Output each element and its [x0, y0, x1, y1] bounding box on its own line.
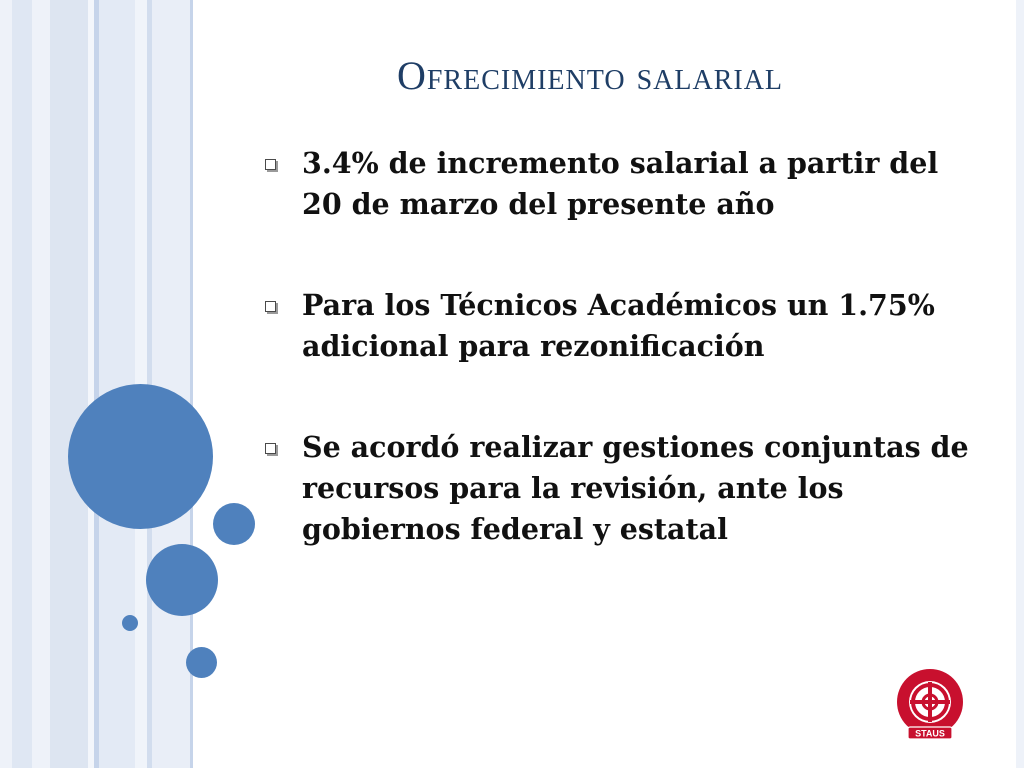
bullet-text: 3.4% de incremento salarial a partir del 20 de marzo del presente año — [302, 146, 939, 221]
decorative-stripe — [0, 0, 12, 768]
decorative-stripe — [32, 0, 50, 768]
square-bullet-icon — [265, 159, 276, 170]
bullet-text: Se acordó realizar gestiones conjuntas de recursos para la revisión, ante los gobiernos federal y estatal — [302, 430, 969, 546]
slide-title: Ofrecimiento salarial — [396, 53, 784, 98]
decorative-circle-tiny — [122, 615, 138, 631]
staus-logo — [891, 667, 969, 749]
bullet-item — [265, 427, 985, 550]
decorative-stripe — [1016, 0, 1024, 768]
bullet-item — [265, 143, 985, 225]
bullet-item — [265, 285, 985, 367]
bullet-text: Para los Técnicos Académicos un 1.75% adicional para rezonificación — [302, 288, 935, 363]
square-bullet-icon — [265, 301, 276, 312]
decorative-circle-large — [68, 384, 213, 529]
decorative-circle-medium — [146, 544, 218, 616]
decorative-circle-small — [186, 647, 217, 678]
svg-text:STAUS: STAUS — [915, 728, 945, 739]
decorative-stripe — [50, 0, 88, 768]
square-bullet-icon — [265, 443, 276, 454]
decorative-stripe — [12, 0, 32, 768]
decorative-circle-small — [213, 503, 255, 545]
decorative-stripe — [152, 0, 190, 768]
staus-seal-icon — [891, 667, 969, 745]
